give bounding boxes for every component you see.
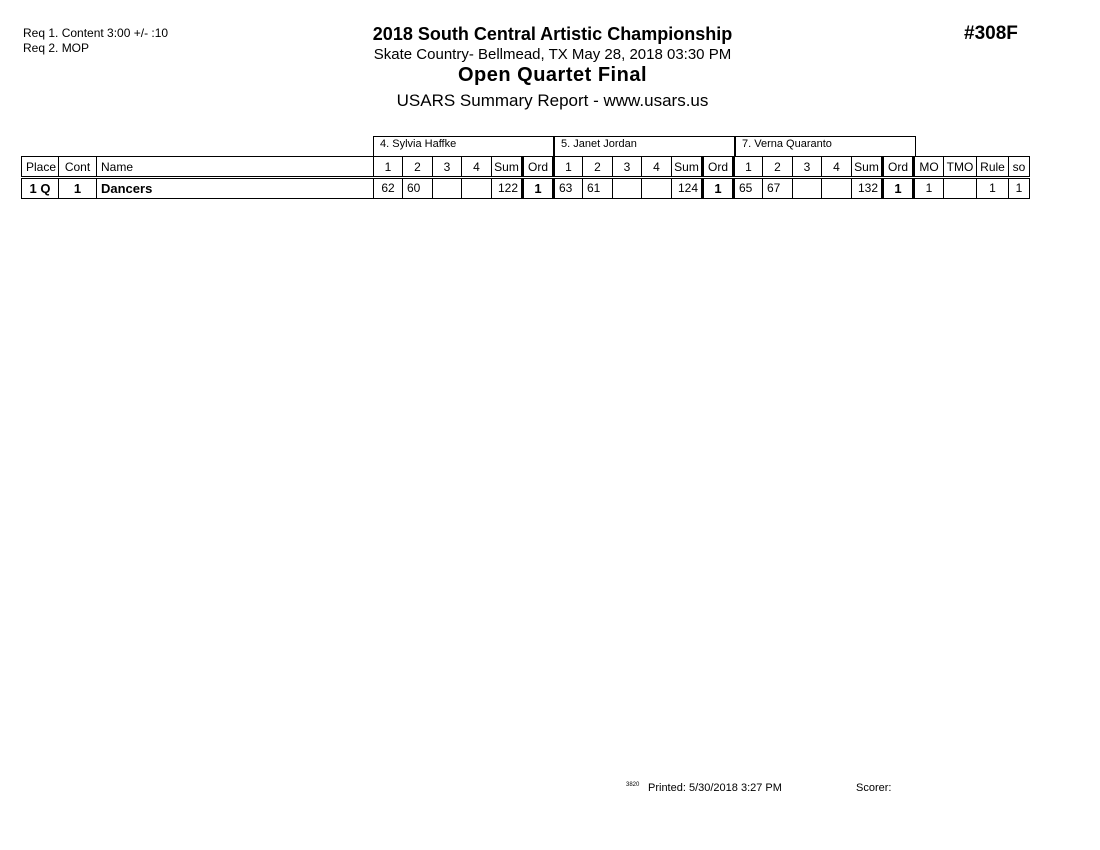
col-j3-4: 4: [822, 157, 852, 178]
cell-j3-3: [793, 178, 822, 199]
col-j2-sum: Sum: [672, 157, 703, 178]
col-j3-ord: Ord: [883, 157, 914, 178]
col-j2-ord: Ord: [703, 157, 734, 178]
col-j2-3: 3: [613, 157, 642, 178]
cell-j1-sum: 122: [492, 178, 523, 199]
cell-rule: 1: [977, 178, 1009, 199]
cell-j1-ord: 1: [523, 178, 554, 199]
col-name: Name: [97, 157, 374, 178]
cell-j2-sum: 124: [672, 178, 703, 199]
cell-name: Dancers: [97, 178, 374, 199]
cell-j3-2: 67: [763, 178, 793, 199]
judge-header-2: 5. Janet Jordan: [554, 136, 735, 156]
report-title: USARS Summary Report - www.usars.us: [396, 91, 709, 110]
event-title: Open Quartet Final: [457, 64, 648, 86]
cell-j1-2: 60: [403, 178, 433, 199]
scorer-label: Scorer:: [856, 782, 892, 794]
col-j1-4: 4: [462, 157, 492, 178]
requirement-1: Req 1. Content 3:00 +/- :10: [23, 26, 169, 40]
table-row: [22, 178, 1030, 199]
venue-line: Skate Country- Bellmead, TX May 28, 2018 03:30 PM: [373, 46, 732, 63]
cell-j2-1: 63: [554, 178, 583, 199]
requirement-2: Req 2. MOP: [23, 41, 90, 55]
printed-timestamp: Printed: 5/30/2018 3:27 PM: [648, 782, 782, 794]
judge-header-3: 7. Verna Quaranto: [735, 136, 916, 156]
cell-j3-ord: 1: [883, 178, 914, 199]
col-j3-2: 2: [763, 157, 793, 178]
cell-j2-ord: 1: [703, 178, 734, 199]
results-table: [21, 156, 1030, 199]
cell-cont: 1: [59, 178, 97, 199]
cell-place: 1 Q: [22, 178, 59, 199]
col-tmo: TMO: [944, 157, 977, 178]
col-j3-sum: Sum: [852, 157, 883, 178]
cell-mo: 1: [914, 178, 944, 199]
cell-j3-1: 65: [734, 178, 763, 199]
col-cont: Cont: [59, 157, 97, 178]
col-j2-2: 2: [583, 157, 613, 178]
col-rule: Rule: [977, 157, 1009, 178]
cell-j1-1: 62: [374, 178, 403, 199]
cell-j1-4: [462, 178, 492, 199]
judge-header-1: 4. Sylvia Haffke: [373, 136, 554, 156]
cell-so: 1: [1009, 178, 1030, 199]
event-number: #308F: [964, 23, 1018, 44]
cell-j2-4: [642, 178, 672, 199]
col-j2-4: 4: [642, 157, 672, 178]
col-j3-3: 3: [793, 157, 822, 178]
col-j1-ord: Ord: [523, 157, 554, 178]
col-j2-1: 1: [554, 157, 583, 178]
cell-j3-4: [822, 178, 852, 199]
col-j1-sum: Sum: [492, 157, 523, 178]
cell-j2-3: [613, 178, 642, 199]
col-j3-1: 1: [734, 157, 763, 178]
table-header-row: [22, 157, 1030, 178]
col-j1-2: 2: [403, 157, 433, 178]
cell-j1-3: [433, 178, 462, 199]
col-j1-3: 3: [433, 157, 462, 178]
col-j1-1: 1: [374, 157, 403, 178]
col-place: Place: [22, 157, 59, 178]
cell-j3-sum: 132: [852, 178, 883, 199]
col-so: so: [1009, 157, 1030, 178]
footer-code: 3820: [626, 782, 640, 788]
col-mo: MO: [914, 157, 944, 178]
cell-j2-2: 61: [583, 178, 613, 199]
cell-tmo: [944, 178, 977, 199]
competition-title: 2018 South Central Artistic Championship: [372, 24, 733, 44]
